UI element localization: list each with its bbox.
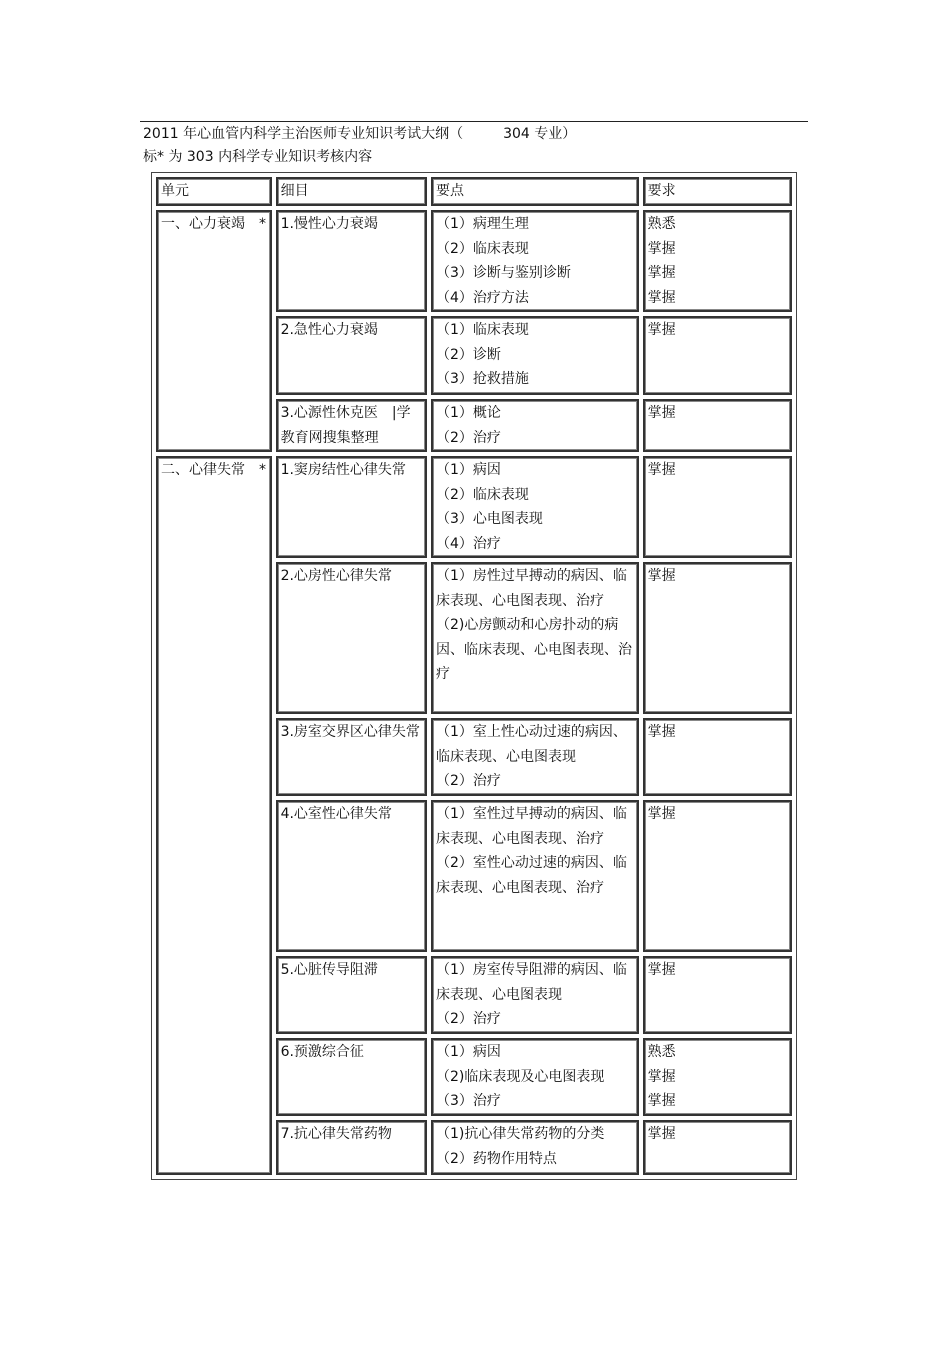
points-cell <box>431 562 639 714</box>
requirement-cell: 掌握 <box>643 399 792 452</box>
point-line: （2）治疗 <box>435 773 501 789</box>
item-cell: 2.急性心力衰竭 <box>276 316 427 395</box>
points-cell <box>431 1120 639 1175</box>
item-cell: 7.抗心律失常药物 <box>276 1120 427 1175</box>
requirement-line: 掌握 <box>647 1093 676 1109</box>
points-cell <box>431 1038 639 1116</box>
item-cell: 2.心房性心律失常 <box>276 562 427 714</box>
requirement-cell: 掌握 <box>643 1120 792 1175</box>
point-line: （3）心电图表现 <box>435 511 543 527</box>
requirement-line: 掌握 <box>647 265 676 281</box>
requirement-cell <box>643 1038 792 1116</box>
point-line: （3）诊断与鉴别诊断 <box>435 265 571 281</box>
point-line: （2）治疗 <box>435 1011 501 1027</box>
header-item: 细目 <box>276 177 427 206</box>
document-subtitle: 标* 为 303 内科学专业知识考核内容 <box>143 149 373 165</box>
point-line: （2）药物作用特点 <box>435 1150 557 1167</box>
point-line: （3）抢救措施 <box>435 371 529 387</box>
requirement-cell <box>643 210 792 312</box>
point-line: （4）治疗 <box>435 535 501 552</box>
requirement-line: 熟悉 <box>647 1044 676 1060</box>
table-row <box>156 456 792 558</box>
table-row <box>156 210 792 312</box>
point-line: （1）病因 <box>435 462 501 478</box>
point-line: （4）治疗方法 <box>435 289 529 306</box>
requirement-cell: 掌握 <box>643 956 792 1034</box>
header-points: 要点 <box>431 177 639 206</box>
requirement-line: 掌握 <box>647 289 676 306</box>
item-cell: 5.心脏传导阻滞 <box>276 956 427 1034</box>
point-line: （2）室性心动过速的病因、临床表现、心电图表现、治疗 <box>435 855 627 896</box>
point-line: （2)临床表现及心电图表现 <box>435 1068 605 1085</box>
points-cell <box>431 718 639 796</box>
point-line: （1）临床表现 <box>435 322 529 338</box>
point-line: （1）概论 <box>435 405 501 421</box>
point-line: （2）诊断 <box>435 346 501 363</box>
item-cell: 6.预激综合征 <box>276 1038 427 1116</box>
title-code: 304 专业） <box>503 126 577 142</box>
requirement-cell: 掌握 <box>643 562 792 714</box>
points-cell <box>431 210 639 312</box>
point-line: （2）治疗 <box>435 429 501 446</box>
point-line: （3）治疗 <box>435 1093 501 1109</box>
point-line: （1）室性过早搏动的病因、临床表现、心电图表现、治疗 <box>435 806 627 847</box>
point-line: （1）病因 <box>435 1044 501 1060</box>
requirement-cell: 掌握 <box>643 800 792 952</box>
requirement-line: 掌握 <box>647 1068 676 1085</box>
point-line: （1）房性过早搏动的病因、临床表现、心电图表现、治疗 <box>435 568 627 609</box>
points-cell <box>431 316 639 395</box>
item-cell: 1.窦房结性心律失常 <box>276 456 427 558</box>
points-cell <box>431 456 639 558</box>
top-rule <box>140 121 808 122</box>
points-cell <box>431 800 639 952</box>
points-cell <box>431 399 639 452</box>
unit-cell: 一、心力衰竭 * <box>156 210 272 452</box>
item-cell: 3.心源性休克医 |学教育网搜集整理 <box>276 399 427 452</box>
point-line: （1）病理生理 <box>435 216 529 232</box>
header-unit: 单元 <box>156 177 272 206</box>
requirement-cell: 掌握 <box>643 718 792 796</box>
point-line: （1）房室传导阻滞的病因、临床表现、心电图表现 <box>435 962 627 1003</box>
header-row <box>156 177 792 206</box>
point-line: （2）临床表现 <box>435 240 529 257</box>
requirement-cell: 掌握 <box>643 456 792 558</box>
requirement-line: 掌握 <box>647 240 676 257</box>
point-line: （2)心房颤动和心房扑动的病因、临床表现、心电图表现、治疗 <box>435 617 632 682</box>
point-line: （2）临床表现 <box>435 486 529 503</box>
header-requirement: 要求 <box>643 177 792 206</box>
points-cell <box>431 956 639 1034</box>
requirement-cell: 掌握 <box>643 316 792 395</box>
requirement-line: 熟悉 <box>647 216 676 232</box>
syllabus-table <box>151 172 797 1180</box>
item-cell: 4.心室性心律失常 <box>276 800 427 952</box>
unit-cell: 二、心律失常 * <box>156 456 272 1175</box>
document-title <box>143 124 576 144</box>
title-main: 2011 年心血管内科学主治医师专业知识考试大纲（ <box>143 126 464 142</box>
point-line: （1）室上性心动过速的病因、临床表现、心电图表现 <box>435 724 627 765</box>
item-cell: 1.慢性心力衰竭 <box>276 210 427 312</box>
point-line: （1)抗心律失常药物的分类 <box>435 1126 605 1142</box>
item-cell: 3.房室交界区心律失常 <box>276 718 427 796</box>
